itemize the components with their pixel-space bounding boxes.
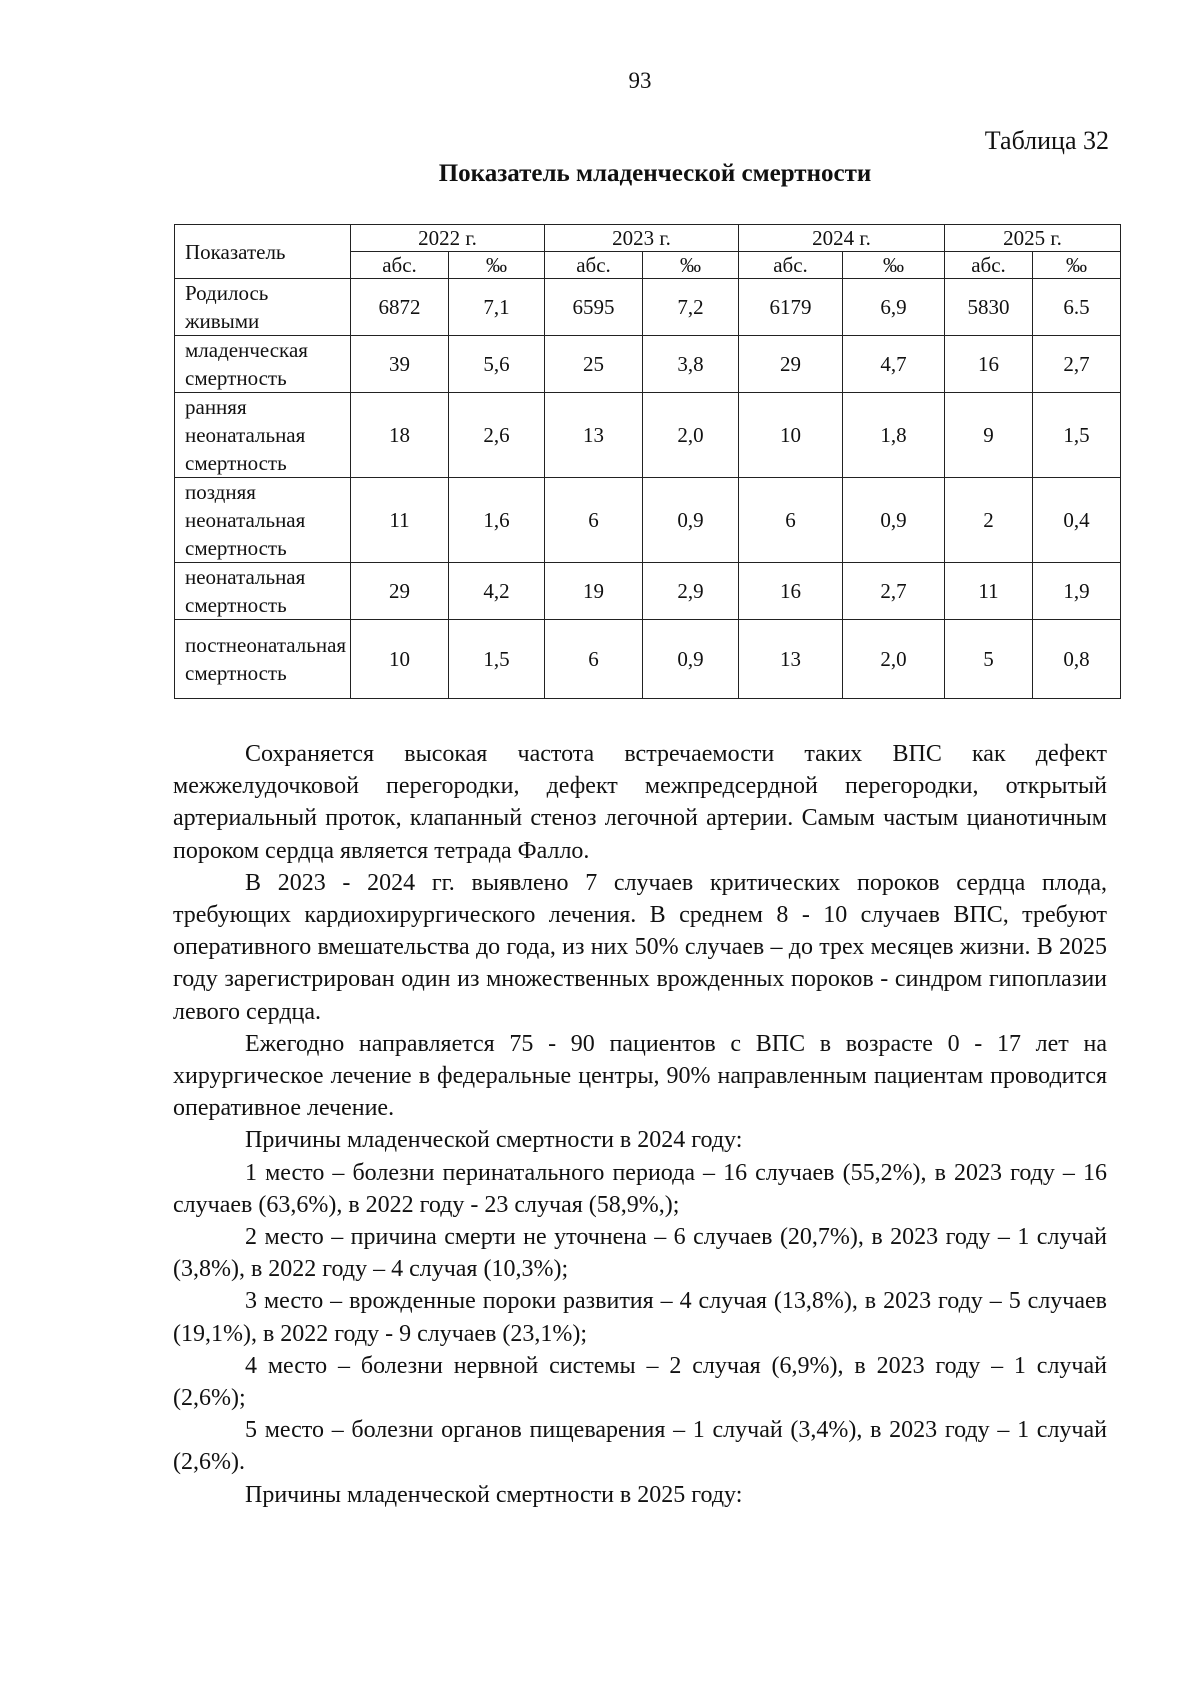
- unit-header: ‰: [843, 252, 945, 279]
- table-cell: 7,2: [643, 279, 739, 336]
- table-cell: 6: [545, 620, 643, 699]
- table-cell: 39: [351, 336, 449, 393]
- table-cell: 18: [351, 393, 449, 478]
- year-header: 2024 г.: [739, 225, 945, 252]
- table-row: [175, 336, 1121, 393]
- table-cell: 29: [739, 336, 843, 393]
- page-number: 93: [628, 68, 652, 93]
- unit-header: ‰: [643, 252, 739, 279]
- corner-header: Показатель: [175, 225, 351, 279]
- row-label: Родилось живыми: [175, 279, 351, 336]
- paragraph: Причины младенческой смертности в 2024 году:: [245, 1127, 743, 1154]
- unit-header: абс.: [351, 252, 449, 279]
- paragraph: 3 место – врожденные пороки развития – 4 случая (13,8%), в 2023 году – 5 случаев (19,1%), в 2022 году - 9 случаев (23,1%);: [173, 1288, 1107, 1347]
- table-cell: 0,9: [643, 478, 739, 563]
- table-header-years: [175, 225, 1121, 252]
- year-header: 2023 г.: [545, 225, 739, 252]
- year-header: 2025 г.: [945, 225, 1121, 252]
- row-label: неонатальная смертность: [175, 563, 351, 620]
- table-cell: 4,7: [843, 336, 945, 393]
- table-cell: 6.5: [1033, 279, 1121, 336]
- table-cell: 1,5: [449, 620, 545, 699]
- row-label: поздняя неонатальная смертность: [175, 478, 351, 563]
- row-label: постнеонатальная смертность: [175, 620, 351, 699]
- table-cell: 4,2: [449, 563, 545, 620]
- table-cell: 10: [351, 620, 449, 699]
- table-cell: 25: [545, 336, 643, 393]
- table-cell: 9: [945, 393, 1033, 478]
- mortality-table: [174, 224, 1121, 699]
- table-cell: 29: [351, 563, 449, 620]
- table-cell: 0,9: [643, 620, 739, 699]
- table-cell: 2: [945, 478, 1033, 563]
- table-row: [175, 478, 1121, 563]
- paragraph: 5 место – болезни органов пищеварения – 1 случай (3,4%), в 2023 году – 1 случай (2,6%).: [173, 1417, 1107, 1476]
- paragraph: Ежегодно направляется 75 - 90 пациентов с ВПС в возрасте 0 - 17 лет на хирургическое лечение в федеральные центры, 90% направленным пациентам проводится оперативное лечение.: [173, 1030, 1107, 1122]
- table-row: [175, 393, 1121, 478]
- table-cell: 0,4: [1033, 478, 1121, 563]
- table-title: Показатель младенческой смертности: [438, 160, 872, 187]
- paragraph: 4 место – болезни нервной системы – 2 случая (6,9%), в 2023 году – 1 случай (2,6%);: [173, 1352, 1107, 1412]
- table-row: [175, 620, 1121, 699]
- table-row: [175, 563, 1121, 620]
- table-cell: 13: [545, 393, 643, 478]
- table-cell: 2,7: [843, 563, 945, 620]
- row-label: ранняя неонатальная смертность: [175, 393, 351, 478]
- table-cell: 7,1: [449, 279, 545, 336]
- body-text: [173, 738, 1107, 1511]
- unit-header: ‰: [449, 252, 545, 279]
- table-cell: 1,8: [843, 393, 945, 478]
- table-cell: 5830: [945, 279, 1033, 336]
- table-cell: 5: [945, 620, 1033, 699]
- table-cell: 6595: [545, 279, 643, 336]
- table-cell: 3,8: [643, 336, 739, 393]
- table-cell: 1,6: [449, 478, 545, 563]
- table-cell: 19: [545, 563, 643, 620]
- table-cell: 6: [739, 478, 843, 563]
- table-cell: 2,0: [843, 620, 945, 699]
- paragraph: Сохраняется высокая частота встречаемости таких ВПС как дефект межжелудочковой перегородки, дефект межпредсердной перегородки, открытый артериальный проток, клапанный стеноз легочной артерии. Самым частым цианотичным пороком сердца является тетрада Фалло.: [173, 741, 1107, 864]
- table-cell: 2,0: [643, 393, 739, 478]
- table-cell: 2,9: [643, 563, 739, 620]
- year-header: 2022 г.: [351, 225, 545, 252]
- unit-header: абс.: [945, 252, 1033, 279]
- table-row: [175, 279, 1121, 336]
- table-cell: 1,9: [1033, 563, 1121, 620]
- unit-header: ‰: [1033, 252, 1121, 279]
- table-cell: 2,7: [1033, 336, 1121, 393]
- table-cell: 16: [739, 563, 843, 620]
- table-cell: 16: [945, 336, 1033, 393]
- table-cell: 6179: [739, 279, 843, 336]
- table-cell: 1,5: [1033, 393, 1121, 478]
- table-cell: 13: [739, 620, 843, 699]
- table-cell: 6872: [351, 279, 449, 336]
- table-caption: Таблица 32: [984, 126, 1109, 155]
- paragraph: 2 место – причина смерти не уточнена – 6 случаев (20,7%), в 2023 году – 1 случай (3,8%), в 2022 году – 4 случая (10,3%);: [173, 1224, 1107, 1283]
- table-cell: 6,9: [843, 279, 945, 336]
- paragraph: Причины младенческой смертности в 2025 году:: [245, 1481, 743, 1508]
- row-label: младенческая смертность: [175, 336, 351, 393]
- table-cell: 11: [351, 478, 449, 563]
- table-cell: 0,8: [1033, 620, 1121, 699]
- unit-header: абс.: [545, 252, 643, 279]
- table-cell: 5,6: [449, 336, 545, 393]
- table-cell: 6: [545, 478, 643, 563]
- table-cell: 2,6: [449, 393, 545, 478]
- table-cell: 10: [739, 393, 843, 478]
- paragraph: В 2023 - 2024 гг. выявлено 7 случаев критических пороков сердца плода, требующих кардиохирургического лечения. В среднем 8 - 10 случаев ВПС, требуют оперативного вмешательства до года, из них 50% случаев – до трех месяцев жизни. В 2025 году зарегистрирован один из множественных врожденных пороков - синдром гипоплазии левого сердца.: [173, 869, 1107, 1025]
- unit-header: абс.: [739, 252, 843, 279]
- table-cell: 11: [945, 563, 1033, 620]
- table-cell: 0,9: [843, 478, 945, 563]
- paragraph: 1 место – болезни перинатального периода – 16 случаев (55,2%), в 2023 году – 16 случаев (63,6%), в 2022 году - 23 случая (58,9%,);: [173, 1159, 1107, 1218]
